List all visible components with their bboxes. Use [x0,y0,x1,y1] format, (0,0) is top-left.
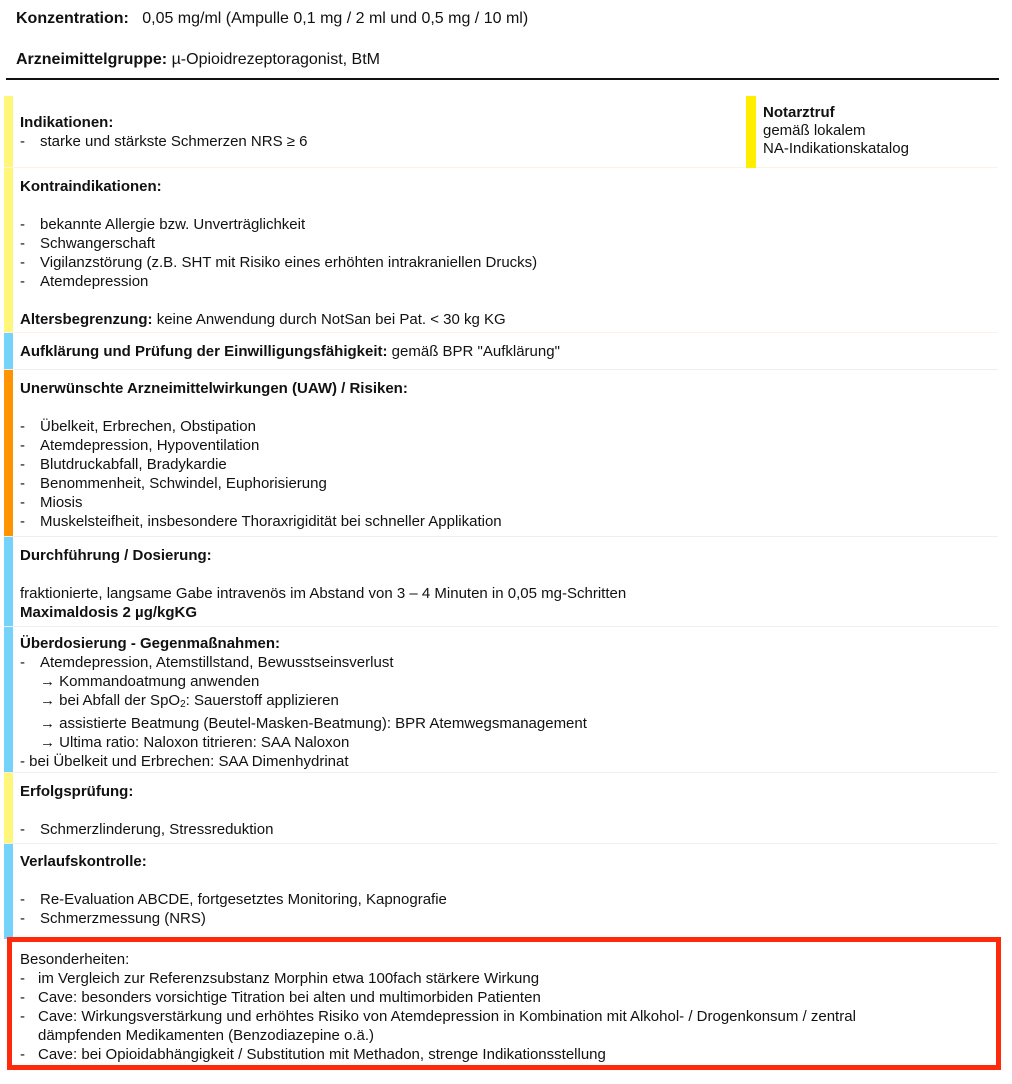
verlaufskontrolle-title: Verlaufskontrolle: [20,853,147,870]
arzneimittelgruppe-line [16,51,380,69]
besonderheiten-title: Besonderheiten: [20,951,130,968]
altersbegrenzung-value: keine Anwendung durch NotSan bei Pat. < 30 kg KG [156,311,506,328]
list-item: - bekannte Allergie bzw. Unverträglichkeit [20,216,306,233]
list-item: - Übelkeit, Erbrechen, Obstipation [20,418,256,435]
section-kontraindikationen [4,168,998,333]
list-item: - Miosis [20,494,83,511]
notarztruf-bar [746,96,756,168]
category-bar-blue [4,333,13,369]
erfolgspruefung-title: Erfolgsprüfung: [20,783,134,800]
section-ueberdosierung [4,627,998,773]
section-verlaufskontrolle [4,844,998,939]
maximaldosis: Maximaldosis 2 µg/kgKG [20,604,198,621]
list-item: - Schmerzmessung (NRS) [20,910,206,927]
category-bar-blue [4,537,13,626]
notarztruf-title: Notarztruf [763,104,835,121]
konzentration-value: 0,05 mg/ml (Ampulle 0,1 mg / 2 ml und 0,5 mg / 10 ml) [142,10,529,27]
notarztruf-line: NA-Indikationskatalog [763,140,909,157]
category-bar-yellow [4,168,13,332]
list-item: - Atemdepression [20,273,149,290]
category-bar-blue [4,627,13,772]
list-item: - Blutdruckabfall, Bradykardie [20,456,227,473]
list-item: - starke und stärkste Schmerzen NRS ≥ 6 [20,133,308,150]
arrow-item: → assistierte Beatmung (Beutel-Masken-Beatmung): BPR Atemwegsmanagement [40,715,587,732]
list-item: - im Vergleich zur Referenzsubstanz Morphin etwa 100fach stärkere Wirkung [20,970,540,987]
arrow-item: → Kommandoatmung anwenden [40,673,260,690]
list-item: - Atemdepression, Atemstillstand, Bewusstseinsverlust [20,654,394,671]
category-bar-blue [4,844,13,939]
ueberdosierung-title: Überdosierung - Gegenmaßnahmen: [20,635,281,652]
list-item: - Re-Evaluation ABCDE, fortgesetztes Monitoring, Kapnografie [20,891,447,908]
list-item: - Muskelsteifheit, insbesondere Thoraxrigidität bei schneller Applikation [20,513,502,530]
konzentration-label: Konzentration: [16,10,129,27]
konzentration-line [16,10,528,28]
section-aufklaerung [4,333,998,370]
aufklaerung-value: gemäß BPR "Aufklärung" [391,343,560,360]
arzneimittelgruppe-label: Arzneimittelgruppe: [16,51,168,68]
list-item: - Cave: Wirkungsverstärkung und erhöhtes Risiko von Atemdepression in Kombination mit Alkohol- / Drogenkonsum / zentral [20,1008,856,1025]
durchfuehrung-title: Durchführung / Dosierung: [20,547,212,564]
list-item: - Benommenheit, Schwindel, Euphorisierung [20,475,327,492]
list-item: - Schwangerschaft [20,235,156,252]
list-item: - bei Übelkeit und Erbrechen: SAA Dimenhydrinat [20,753,349,770]
uaw-title: Unerwünschte Arzneimittelwirkungen (UAW) / Risiken: [20,380,408,397]
category-bar-orange [4,370,13,536]
list-item: - Vigilanzstörung (z.B. SHT mit Risiko eines erhöhten intrakraniellen Drucks) [20,254,538,271]
arrow-item: → Ultima ratio: Naloxon titrieren: SAA Naloxon [40,734,350,751]
header-divider [6,78,999,80]
list-item: - Atemdepression, Hypoventilation [20,437,260,454]
list-item: - Cave: besonders vorsichtige Titration bei alten und multimorbiden Patienten [20,989,541,1006]
list-item: - Schmerzlinderung, Stressreduktion [20,821,274,838]
kontraindikationen-title: Kontraindikationen: [20,178,162,195]
arrow-item: → bei Abfall der SpO2: Sauerstoff applizieren [40,692,339,710]
indikationen-title: Indikationen: [20,114,114,131]
arzneimittelgruppe-value: µ-Opioidrezeptoragonist, BtM [171,51,380,68]
list-item-continuation: dämpfenden Medikamenten (Benzodiazepine o.ä.) [38,1027,375,1044]
notarztruf-line: gemäß lokalem [763,122,866,139]
section-durchfuehrung [4,537,998,627]
section-uaw [4,370,998,537]
category-bar-yellow [4,773,13,843]
dosierung-text: fraktionierte, langsame Gabe intravenös im Abstand von 3 – 4 Minuten in 0,05 mg-Schritten [20,585,627,602]
aufklaerung-title: Aufklärung und Prüfung der Einwilligungsfähigkeit: [20,343,388,360]
section-erfolgspruefung [4,773,998,844]
category-bar-yellow [4,96,13,167]
besonderheiten-box [7,937,1001,1070]
altersbegrenzung [20,310,998,329]
altersbegrenzung-label: Altersbegrenzung: [20,311,153,328]
list-item: - Cave: bei Opioidabhängigkeit / Substitution mit Methadon, strenge Indikationsstellung [20,1046,606,1063]
